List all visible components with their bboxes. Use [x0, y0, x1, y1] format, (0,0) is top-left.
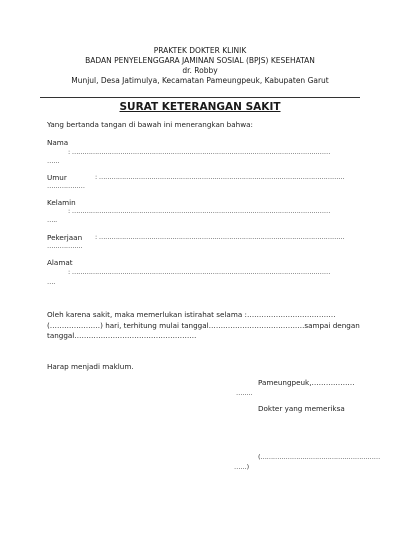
field-cont-umur: ………………: [47, 182, 85, 190]
document-title: SURAT KETERANGAN SAKIT: [119, 101, 281, 113]
field-line-umur: : ………………………………………………………………………………………………………: [95, 173, 345, 181]
signature-place-cont: ……..: [236, 389, 253, 397]
field-cont-pekerjaan: ……………..: [47, 242, 83, 250]
field-cont-nama: ……: [47, 157, 60, 165]
rest-statement-line1: Oleh karena sakit, maka memerlukan istirahat selama :……………………………….: [47, 310, 336, 319]
signature-place-date: Pameungpeuk,………………: [258, 378, 355, 387]
doctor-name: dr. Robby: [182, 66, 218, 75]
field-line-nama: : ……………………………………………………………………………………………………………: [68, 148, 331, 156]
field-cont-alamat: ….: [47, 278, 56, 286]
field-line-alamat: : ……………………………………………………………………………………………………………: [68, 268, 331, 276]
intro-text: Yang bertanda tangan di bawah ini menerangkan bahwa:: [47, 120, 253, 129]
rest-statement-line3: tanggal……………………………………………: [47, 331, 197, 340]
closing-text: Harap menjadi maklum.: [47, 362, 134, 371]
signer-name-line: (…………………………………………………: [258, 453, 381, 461]
clinic-address: Munjul, Desa Jatimulya, Kecamatan Pameungpeuk, Kabupaten Garut: [71, 76, 329, 85]
signer-title: Dokter yang memeriksa: [258, 404, 345, 413]
field-label-umur: Umur: [47, 173, 67, 182]
header-divider: [40, 97, 360, 98]
field-label-pekerjaan: Pekerjaan: [47, 233, 83, 242]
clinic-name: PRAKTEK DOKTER KLINIK: [153, 46, 247, 55]
field-line-kelamin: : ……………………………………………………………………………………………………………: [68, 207, 331, 215]
field-line-pekerjaan: : ………………………………………………………………………………………………………: [95, 233, 345, 241]
field-cont-kelamin: …..: [47, 216, 58, 224]
field-label-alamat: Alamat: [47, 258, 73, 267]
rest-statement-line2: (…………………) hari, terhitung mulai tanggal………………………………….sampai dengan: [47, 321, 360, 330]
signer-name-cont: ……): [234, 463, 249, 471]
field-label-nama: Nama: [47, 138, 69, 147]
institution-name: BADAN PENYELENGGARA JAMINAN SOSIAL (BPJS) KESEHATAN: [85, 56, 315, 65]
field-label-kelamin: Kelamin: [47, 198, 76, 207]
